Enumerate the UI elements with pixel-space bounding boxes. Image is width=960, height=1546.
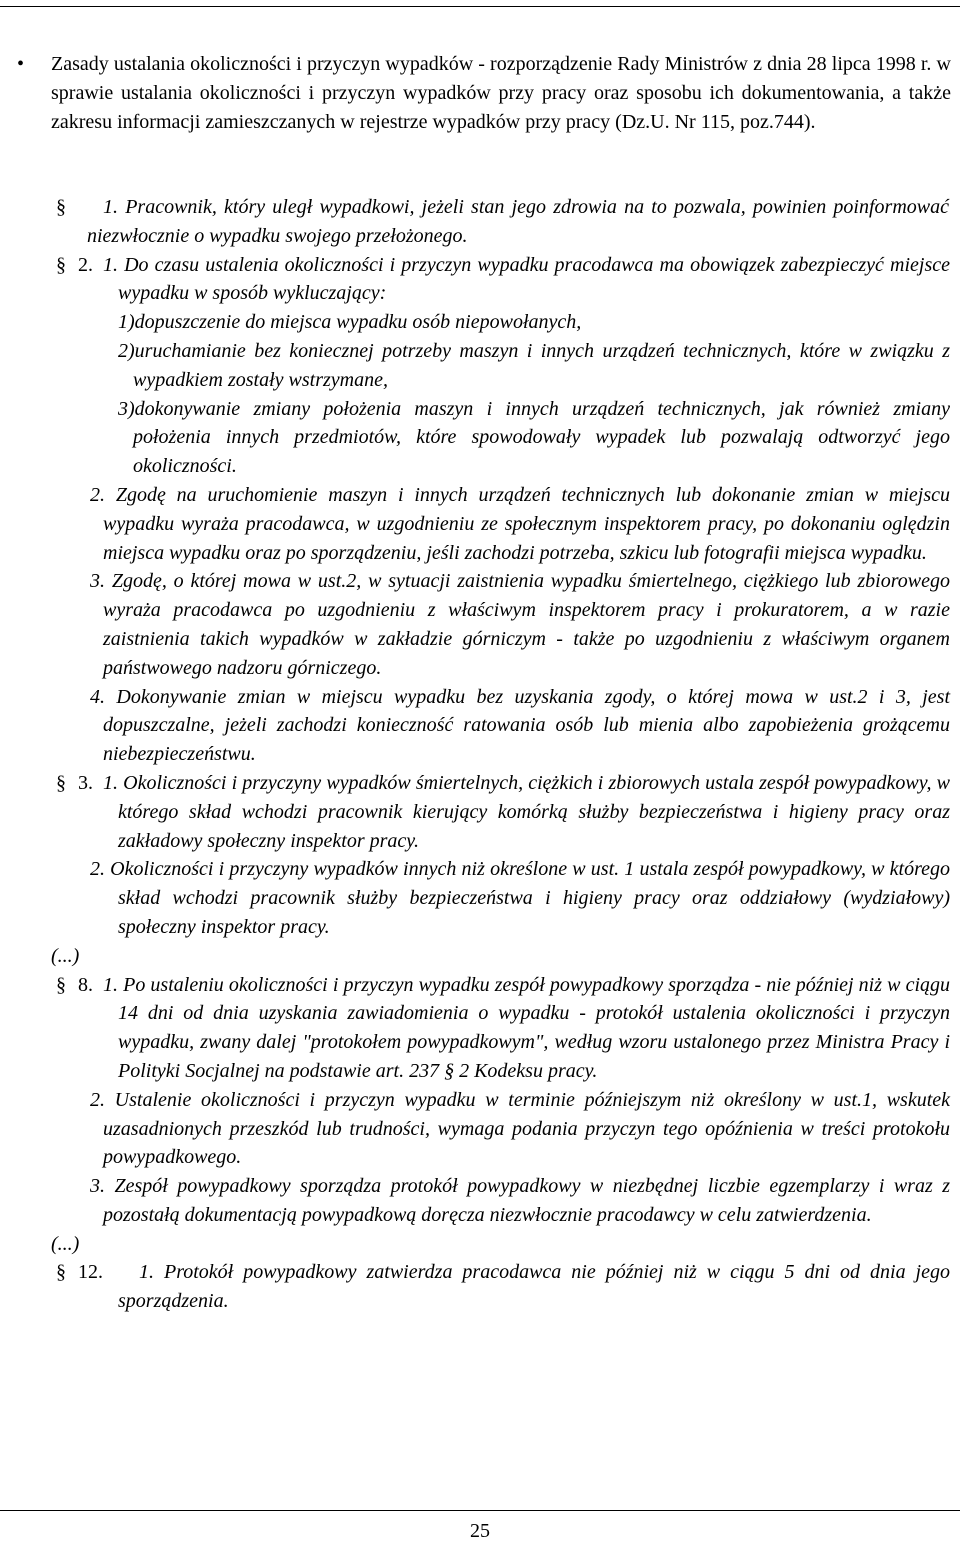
intro-bullet-item [17, 50, 951, 136]
section-2-par-3: 3. Zgodę, o której mowa w ust.2, w sytuacji zaistnienia wypadku śmiertelnego, ciężkiego lub zbiorowego wyraża pracodawca po uzgodnieniu z właściwym inspektorem pracy i prokuratorem, a w razie zaistnienia takich wypadków w zakładzie górniczym - także po uzgodnieniu z właściwym organem państwowego nadzoru górniczego. [90, 570, 950, 679]
section-12-number: 12. [78, 1261, 103, 1284]
intro-text: Zasady ustalania okoliczności i przyczyn wypadków - rozporządzenie Rady Ministrów z dnia 28 lipca 1998 r. w sprawie ustalania okoliczności i przyczyn wypadków przy pracy oraz sposobu ich dokumentowania, a także zakresu informacji zamieszczanych w rejestrze wypadków przy pracy (Dz.U. Nr 115, poz.744). [51, 53, 951, 133]
section-8-number: 8. [78, 973, 93, 996]
section-1 [0, 193, 960, 251]
section-mark: § [56, 973, 66, 996]
footer-rule [0, 1510, 960, 1511]
section-8-par-2: 2. Ustalenie okoliczności i przyczyn wypadku w terminie późniejszym niż określony w ust.1, wskutek uzasadnionych przeszkód lub trudności, wymaga podania przyczyn tego opóźnienia w treści protokołu powypadkowego. [90, 1088, 950, 1169]
section-mark: § [56, 1261, 66, 1284]
section-8-par-3: 3. Zespół powypadkowy sporządza protokół powypadkowy w niezbędnej liczbie egzemplarzy i wraz z pozostałą dokumentacją powypadkową doręcza niezwłocznie pracodawcy w celu zatwierdzenia. [90, 1175, 950, 1226]
section-3 [0, 769, 960, 942]
section-1-text: 1. Pracownik, który uległ wypadkowi, jeżeli stan jego zdrowia na to pozwala, powinien poinformować niezwłocznie o wypadku swojego przełożonego. [87, 196, 949, 247]
section-mark: § [56, 196, 66, 218]
section-12-par-1: 1. Protokół powypadkowy zatwierdza pracodawca nie później niż w ciągu 5 dni od dnia jego sporządzenia. [118, 1261, 950, 1313]
regulation-excerpt [0, 193, 960, 1316]
section-12 [0, 1258, 960, 1316]
section-2-par-4: 4. Dokonywanie zmian w miejscu wypadku bez uzyskania zgody, o której mowa w ust.2 i 3, jest dopuszczalne, jeżeli zachodzi konieczność ratowania osób lub mienia albo zapobieżenia grożącemu niebezpieczeństwu. [90, 685, 950, 766]
omission-marker: (...) [51, 944, 80, 967]
section-2-par-1-item-3: 3)dokonywanie zmiany położenia maszyn i innych urządzeń technicznych, jak również zmiany położenia innych przedmiotów, które spowodowały wypadek lub pozwalają odtworzyć jego okoliczności. [118, 397, 950, 478]
section-mark: § [444, 1059, 455, 1082]
section-8-par-1-text: 1. Po ustaleniu okoliczności i przyczyn wypadku zespół powypadkowy sporządza - nie później niż w ciągu 14 dni od dnia uzyskania zawiadomienia o wypadku - protokół ustalenia okoliczności i przyczyn wypadku, zwany dalej "protokołem powypadkowym", według wzoru ustalonego przez Ministra Pracy i Polityki Socjalnej na podstawie art. 237 [103, 973, 950, 1082]
section-3-par-1: 1. Okoliczności i przyczyny wypadków śmiertelnych, ciężkich i zbiorowych ustala zespół powypadkowy, w którego skład wchodzi pracownik kierujący komórką służby bezpieczeństwa i higieny pracy oraz zakładowy społeczny inspektor pracy. [103, 771, 950, 852]
section-2-number: 2. [78, 253, 93, 276]
section-2-par-2: 2. Zgodę na uruchomienie maszyn i innych urządzeń technicznych lub dokonanie zmian w miejscu wypadku wyraża pracodawca, w uzgodnieniu ze społecznym inspektorem pracy, po dokonaniu oględzin miejsca wypadku oraz po sporządzeniu, jeśli zachodzi potrzeba, szkicu lub fotografii miejsca wypadku. [90, 483, 950, 564]
section-2-par-1 [103, 251, 950, 309]
section-mark: § [56, 253, 66, 276]
section-2-par-1-text: 1. Do czasu ustalenia okoliczności i przyczyn wypadku pracodawca ma obowiązek zabezpieczyć miejsce wypadku w sposób wykluczający: [103, 253, 950, 305]
section-3-par-2: 2. Okoliczności i przyczyny wypadków innych niż określone w ust. 1 ustala zespół powypadkowy, w którego skład wchodzi pracownik służby bezpieczeństwa i higieny pracy oraz oddziałowy (wydziałowy) społeczny inspektor pracy. [90, 858, 950, 938]
header-rule [0, 6, 960, 7]
bullet-icon: • [17, 53, 25, 75]
section-3-number: 3. [78, 771, 93, 794]
section-mark: § [56, 771, 66, 794]
section-8-par-1 [103, 971, 950, 1086]
omission-marker: (...) [51, 1232, 80, 1255]
section-2-par-1-item-1: 1)dopuszczenie do miejsca wypadku osób niepowołanych, [118, 311, 582, 334]
section-8 [0, 971, 960, 1230]
page-number: 25 [470, 1520, 490, 1542]
section-2 [0, 251, 960, 769]
section-8-par-1-tail: 2 Kodeksu pracy. [459, 1059, 598, 1082]
section-2-par-1-item-2: 2)uruchamianie bez koniecznej potrzeby maszyn i innych urządzeń technicznych, które w związku z wypadkiem zostały wstrzymane, [118, 339, 950, 391]
